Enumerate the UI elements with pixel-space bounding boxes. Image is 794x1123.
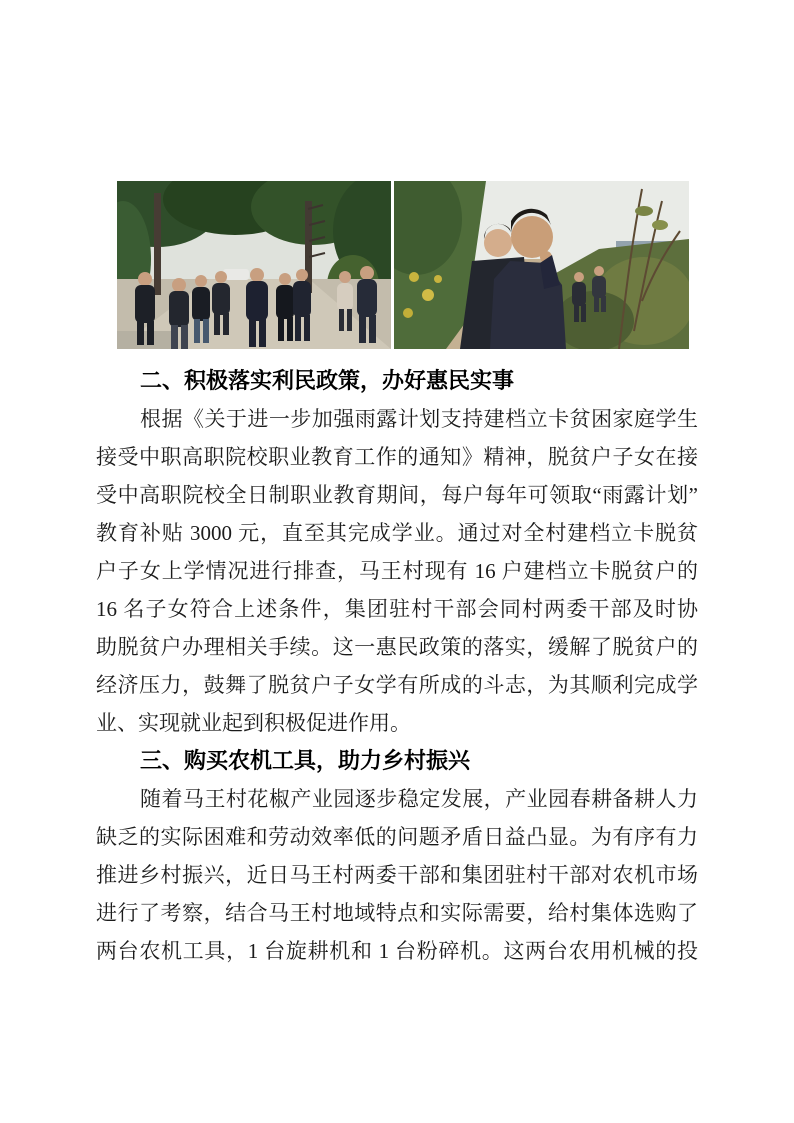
yellow-flowers — [422, 289, 434, 301]
yellow-flowers — [409, 272, 419, 282]
car — [223, 269, 249, 280]
body-line: 16 名子女符合上述条件，集团驻村干部会同村两委干部及时协 — [96, 597, 698, 621]
body-line: 户子女上学情况进行排查，马王村现有 16 户建档立卡脱贫户的 — [96, 559, 698, 583]
body-line: 缺乏的实际困难和劳动效率低的问题矛盾日益凸显。为有序有力 — [96, 825, 698, 849]
body-line: 随着马王村花椒产业园逐步稳定发展，产业园春耕备耕人力 — [140, 787, 698, 811]
branch-leaves — [652, 220, 668, 230]
section-3-heading: 三、购买农机工具，助力乡村振兴 — [140, 748, 471, 773]
body-line: 根据《关于进一步加强雨露计划支持建档立卡贫困家庭学生 — [140, 407, 698, 431]
village-gate-group-photo — [117, 181, 391, 349]
head — [484, 229, 512, 257]
body-line: 助脱贫户办理相关手续。这一惠民政策的落实，缓解了脱贫户的 — [96, 635, 698, 659]
body-line: 业、实现就业起到积极促进作用。 — [96, 711, 411, 735]
body-line: 经济压力，鼓舞了脱贫户子女学有所成的斗志，为其顺利完成学 — [96, 673, 698, 697]
document-body — [96, 362, 698, 970]
photo-row — [117, 181, 689, 349]
orchard-inspection-photo — [394, 181, 689, 349]
body-line: 接受中职高职院校职业教育工作的通知》精神，脱贫户子女在接 — [96, 445, 698, 469]
gate-post — [154, 193, 161, 295]
yellow-flowers — [434, 275, 442, 283]
body-line: 推进乡村振兴，近日马王村两委干部和集团驻村干部对农机市场 — [96, 863, 698, 887]
yellow-flowers — [403, 308, 413, 318]
section-2-heading: 二、积极落实利民政策，办好惠民实事 — [140, 368, 515, 393]
body-line: 教育补贴 3000 元，直至其完成学业。通过对全村建档立卡脱贫 — [96, 521, 698, 545]
body-line: 进行了考察，结合马王村地域特点和实际需要，给村集体选购了 — [96, 901, 698, 925]
body-line: 受中高职院校全日制职业教育期间，每户每年可领取“雨露计划” — [96, 483, 698, 507]
body-line: 两台农机工具，1 台旋耕机和 1 台粉碎机。这两台农用机械的投 — [96, 939, 698, 963]
branch-leaves — [635, 206, 653, 216]
